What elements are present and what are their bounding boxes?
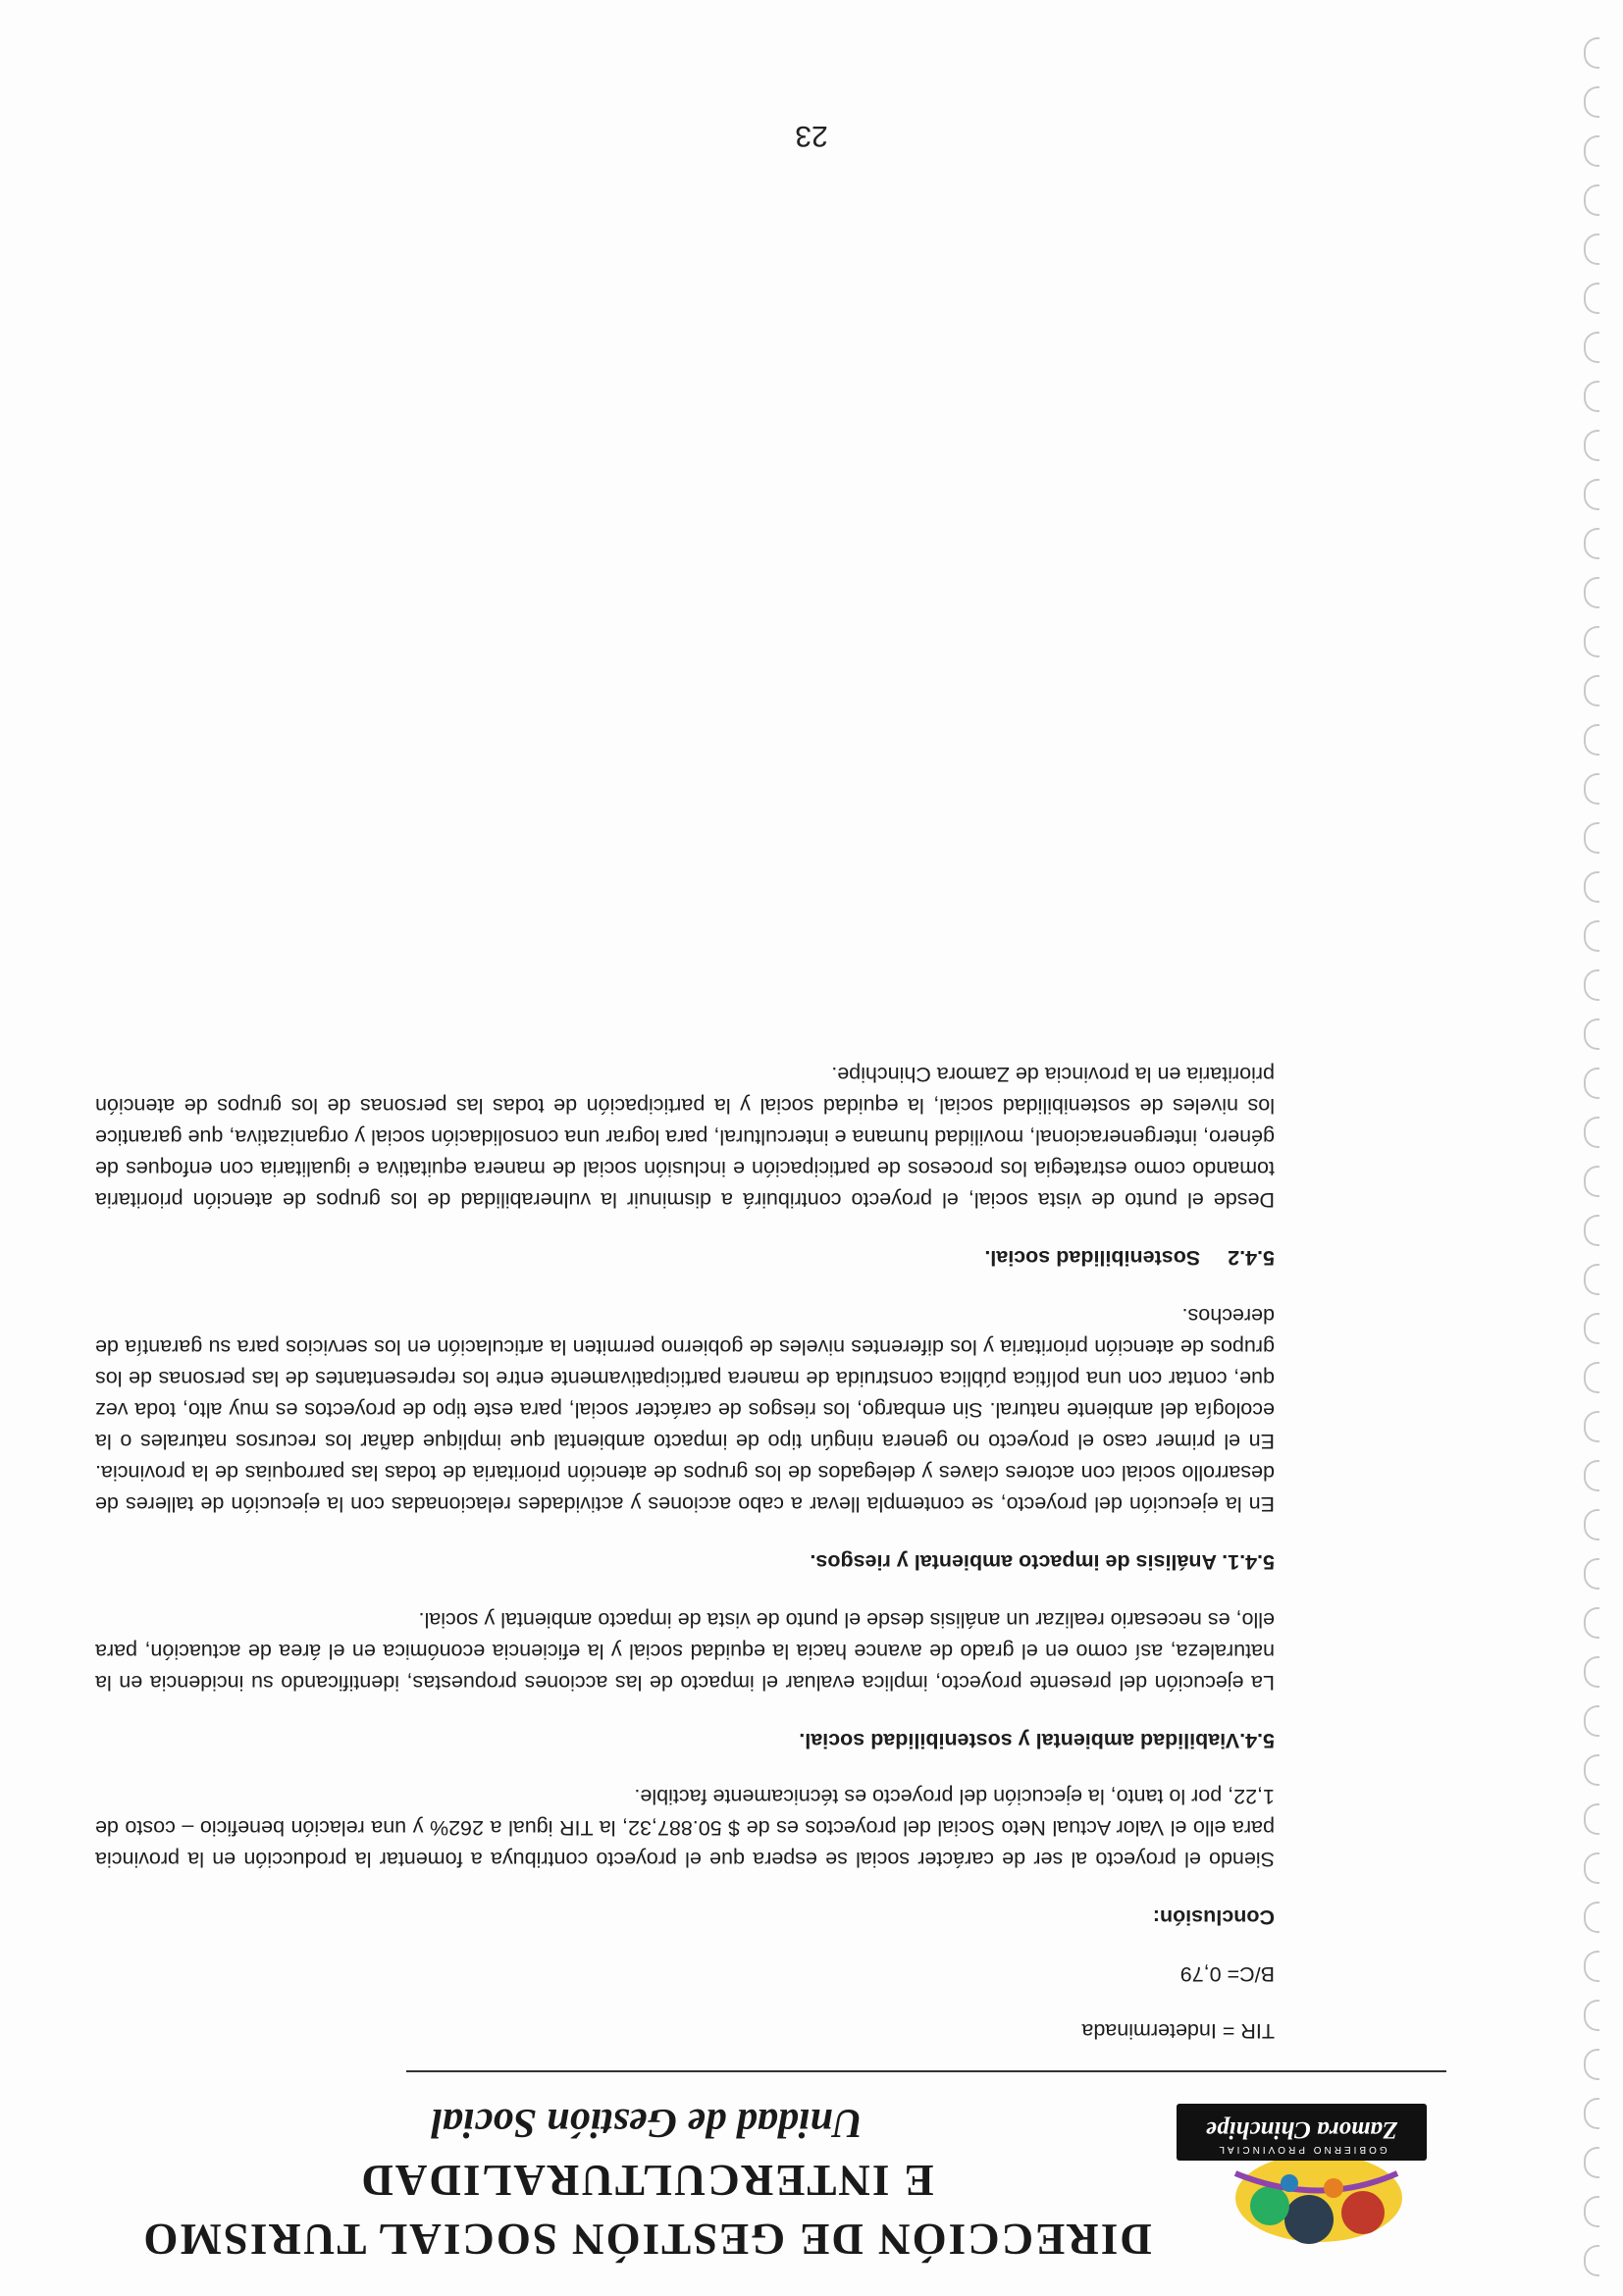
binding-hole [1584,2245,1599,2276]
section-5-4-2-paragraph: Desde el punto de vista social, el proyecto contribuirá a disminuir la vulnerabilidad de los grupos de atención prioritaria tomando como estrategia los procesos de participación e inclusión social de manera equitativa e igualitaria con enfoques de género, intergeneracional, movilidad humana e intercultural, para lograr una consolidación social y organizativa, que garantice los niveles de sostenibilidad social, la equidad social y la participación de todas las personas de los grupos de atención prioritaria en la provincia de Zamora Chinchipe. [95,1063,1275,1212]
binding-hole [1584,2000,1599,2031]
binding-hole [1584,234,1599,265]
provincial-logo [1152,2085,1446,2276]
binding-hole [1584,969,1599,1001]
letterhead-titles [141,2094,1152,2276]
binding-hole [1584,1754,1599,1786]
binding-hole [1584,1264,1599,1295]
unit-title: Unidad de Gestión Social [431,2100,863,2145]
binding-hole [1584,37,1599,69]
binding-hole [1584,1558,1599,1590]
binding-hole [1584,773,1599,805]
binding-hole [1584,1117,1599,1148]
spiral-binding [1554,0,1623,2296]
binding-hole [1584,1411,1599,1442]
binding-hole [1584,2098,1599,2129]
department-title-line2: E INTERCULTURALIDAD [359,2156,934,2205]
binding-hole [1584,1166,1599,1197]
binding-hole [1584,675,1599,706]
binding-hole [1584,381,1599,412]
binding-hole [1584,1460,1599,1491]
binding-hole [1584,1607,1599,1639]
binding-hole [1584,1656,1599,1688]
binding-hole [1584,2147,1599,2178]
section-5-4-1-heading: 5.4.1. Análisis de impacto ambiental y riesgos. [810,1550,1275,1574]
binding-hole [1584,479,1599,510]
binding-hole [1584,2196,1599,2227]
binding-hole [1584,1951,1599,1982]
section-5-4-2-heading [95,1243,1275,1273]
binding-hole [1584,430,1599,461]
section-5-4-heading: 5.4.Viabilidad ambiental y sostenibilidad social. [799,1729,1275,1752]
binding-hole [1584,724,1599,756]
section-5-4-2-title: Sostenibilidad social. [984,1246,1201,1270]
section-5-4-1-paragraph: En la ejecución del proyecto, se contempla llevar a cabo acciones y actividades relacionadas con la ejecución de talleres de desarrollo social con actores claves y delegados de los grupos de atención prioritaria de todas las parroquias de la provincia. En el primer caso el proyecto no genera ningún tipo de impacto ambiental que implique dañar los recursos naturales o la ecología del ambiente natural. Sin embargo, los riesgos de carácter social, para este tipo de proyectos es muy alto, toda vez que, contar con una política pública construida de manera participativamente entre los representantes de las personas de los grupos de atención prioritaria y los diferentes niveles de gobierno permiten la articulación en los servicios para su garantía de derechos. [95,1304,1275,1516]
binding-hole [1584,822,1599,854]
binding-hole [1584,1852,1599,1884]
binding-hole [1584,332,1599,363]
binding-hole [1584,871,1599,903]
binding-hole [1584,577,1599,608]
logo-illustration [1221,2149,1417,2267]
binding-hole [1584,1313,1599,1344]
binding-hole [1584,1803,1599,1835]
conclusion-paragraph: Siendo el proyecto al ser de carácter social se espera que el proyecto contribuya a fomentar la producción en la provincia para ello el Valor Actual Neto Social del proyectos es de $ 50.887,32, la TIR igual a 262% y una relación beneficio – costo de 1,22, por lo tanto, la ejecución del proyecto es técnicamente factible. [95,1785,1275,1871]
bc-ratio: B/C= 0,79 [1179,1962,1275,1986]
binding-hole [1584,283,1599,314]
binding-hole [1584,1018,1599,1050]
binding-hole [1584,1705,1599,1737]
page-body [95,1031,1275,2046]
binding-hole [1584,184,1599,216]
binding-hole [1584,86,1599,118]
section-5-4-2-number: 5.4.2 [1228,1246,1275,1270]
tir-value: TIR = Indeterminada [1081,2019,1275,2043]
letterhead [141,2070,1446,2276]
binding-hole [1584,1215,1599,1246]
page-number: 23 [795,120,828,152]
binding-hole [1584,1509,1599,1540]
logo-plate [1177,2104,1427,2161]
logo-subtitle: GOBIERNO PROVINCIAL [1216,2144,1387,2155]
department-title: DIRECCIÓN DE GESTIÓN SOCIAL TURISMO [141,2215,1152,2264]
section-5-4-paragraph: La ejecución del presente proyecto, implica evaluar el impacto de las acciones propuestas, identificando su incidencia en la naturaleza, así como en el grado de avance hacia la equidad social y la eficiencia económica en el área de actuación, para ello, es necesario realizar un análisis desde el punto de vista de impacto ambiental y social. [95,1608,1275,1695]
binding-hole [1584,920,1599,952]
binding-hole [1584,1068,1599,1099]
binding-hole [1584,528,1599,559]
binding-hole [1584,626,1599,657]
binding-hole [1584,1362,1599,1393]
logo-name: Zamora Chinchipe [1205,2116,1398,2143]
conclusion-heading: Conclusión: [1152,1905,1275,1929]
header-rule [406,2070,1446,2072]
binding-hole [1584,2049,1599,2080]
binding-hole [1584,1902,1599,1933]
